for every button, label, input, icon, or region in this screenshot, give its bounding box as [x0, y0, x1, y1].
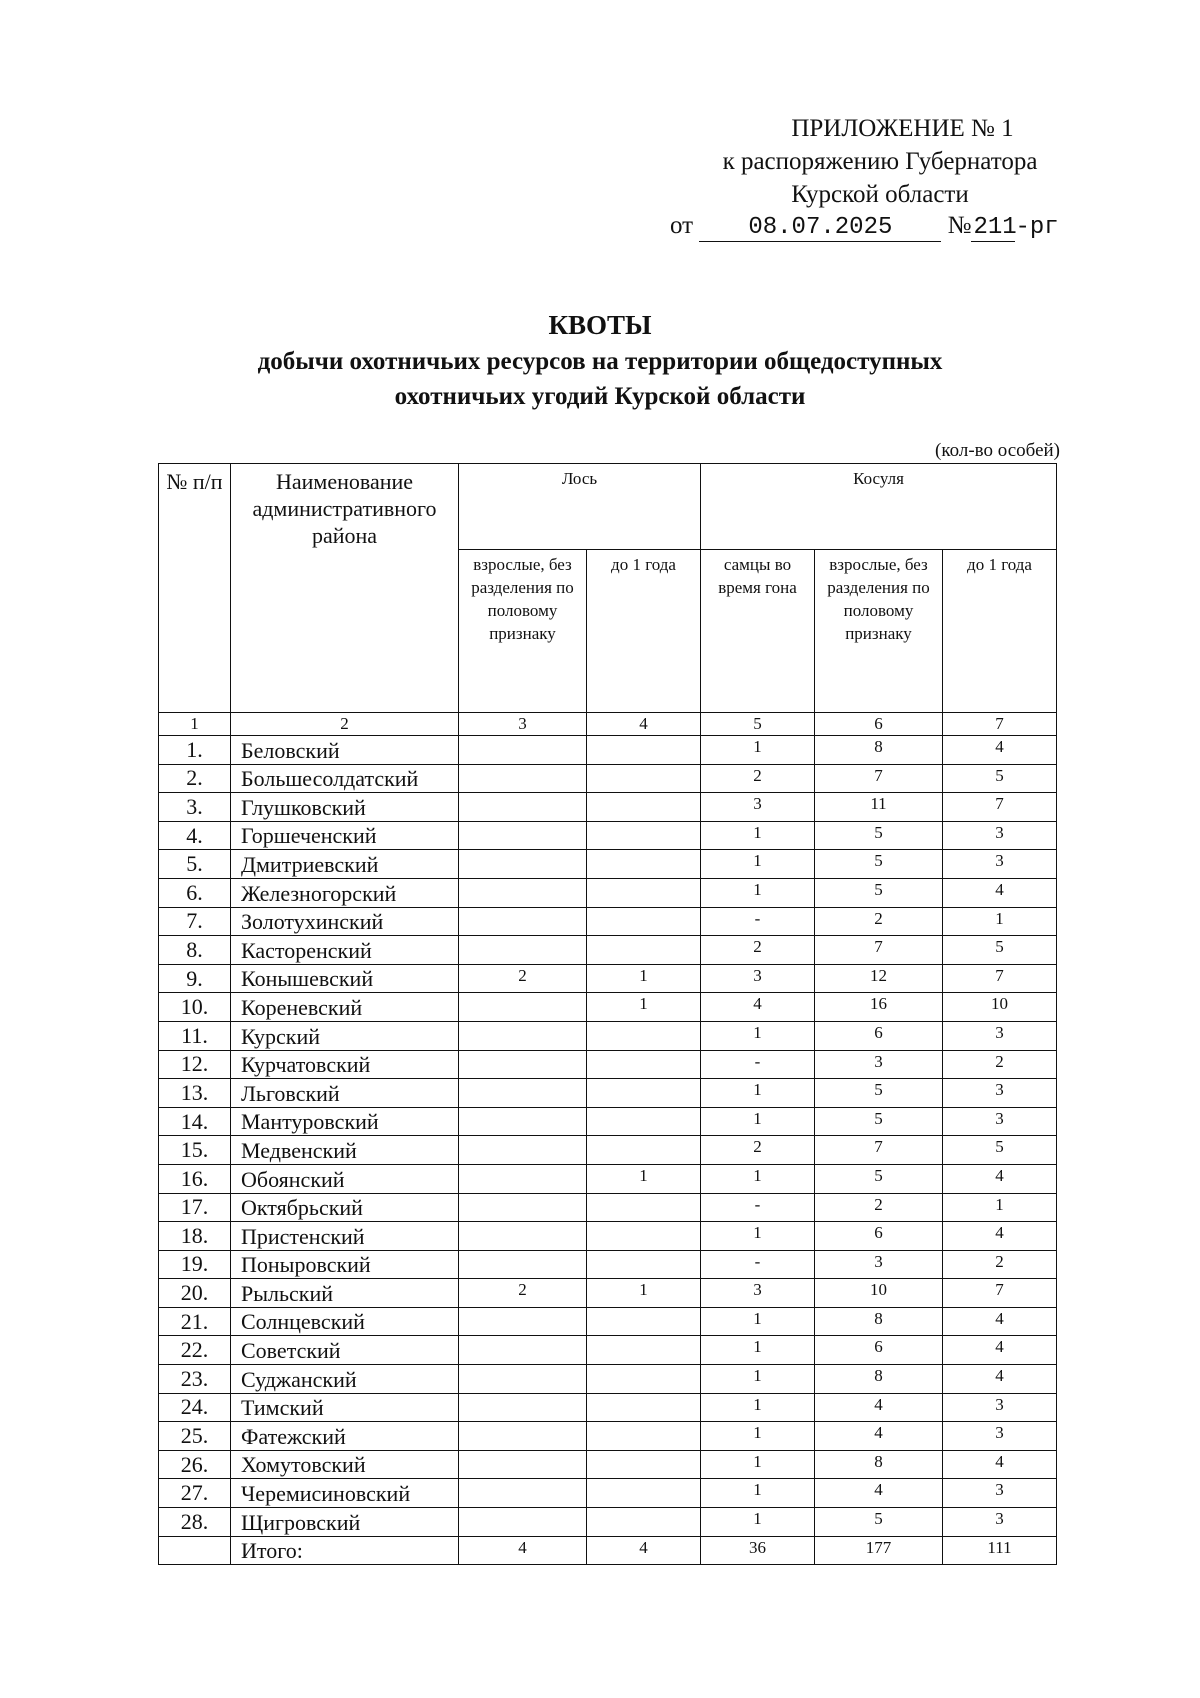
cell-roe-adult: 3 — [815, 1050, 943, 1079]
cell-number: 3. — [159, 793, 231, 822]
cell-district: Курский — [231, 1021, 459, 1050]
cell-roe-adult: 12 — [815, 964, 943, 993]
cell-roe-males-rut: 2 — [701, 936, 815, 965]
cell-roe-males-rut: 1 — [701, 1307, 815, 1336]
cell-elk-under-1 — [587, 1365, 701, 1394]
cell-roe-adult: 10 — [815, 1279, 943, 1308]
column-index: 2 — [231, 713, 459, 736]
cell-roe-under-1: 4 — [943, 1450, 1057, 1479]
cell-number: 16. — [159, 1164, 231, 1193]
cell-elk-under-1 — [587, 1193, 701, 1222]
table-row — [159, 1250, 1057, 1279]
cell-elk-under-1 — [587, 1250, 701, 1279]
cell-number: 9. — [159, 964, 231, 993]
cell-roe-under-1: 4 — [943, 1365, 1057, 1394]
cell-roe-males-rut: 1 — [701, 1422, 815, 1451]
cell-number: 10. — [159, 993, 231, 1022]
total-cell-elk-adult: 4 — [459, 1536, 587, 1564]
cell-district: Солнцевский — [231, 1307, 459, 1336]
cell-roe-adult: 5 — [815, 850, 943, 879]
cell-roe-males-rut: 1 — [701, 1365, 815, 1394]
cell-roe-under-1: 10 — [943, 993, 1057, 1022]
column-index: 4 — [587, 713, 701, 736]
cell-elk-adult: 2 — [459, 1279, 587, 1308]
cell-roe-under-1: 4 — [943, 878, 1057, 907]
cell-roe-adult: 6 — [815, 1336, 943, 1365]
cell-elk-adult — [459, 764, 587, 793]
cell-elk-under-1 — [587, 907, 701, 936]
cell-elk-adult — [459, 736, 587, 765]
table-row — [159, 1193, 1057, 1222]
table-row — [159, 1107, 1057, 1136]
table-row — [159, 1307, 1057, 1336]
cell-number: 23. — [159, 1365, 231, 1394]
column-index: 1 — [159, 713, 231, 736]
table-row — [159, 1136, 1057, 1165]
cell-elk-adult — [459, 1021, 587, 1050]
cell-district: Рыльский — [231, 1279, 459, 1308]
cell-roe-adult: 11 — [815, 793, 943, 822]
cell-roe-adult: 5 — [815, 1164, 943, 1193]
cell-number: 18. — [159, 1222, 231, 1251]
cell-elk-adult — [459, 850, 587, 879]
cell-district: Кореневский — [231, 993, 459, 1022]
table-row — [159, 1365, 1057, 1394]
cell-roe-under-1: 4 — [943, 736, 1057, 765]
cell-elk-adult — [459, 1136, 587, 1165]
cell-elk-adult — [459, 878, 587, 907]
cell-roe-under-1: 1 — [943, 1193, 1057, 1222]
quota-table — [158, 463, 1057, 1565]
cell-roe-adult: 2 — [815, 1193, 943, 1222]
cell-roe-adult: 16 — [815, 993, 943, 1022]
cell-number: 19. — [159, 1250, 231, 1279]
cell-district: Железногорский — [231, 878, 459, 907]
subheader-elk-adult: взрослые, без разделения по половому признаку — [459, 550, 587, 713]
cell-elk-adult — [459, 1393, 587, 1422]
cell-number: 13. — [159, 1079, 231, 1108]
order-date: 08.07.2025 — [699, 214, 941, 242]
cell-roe-under-1: 4 — [943, 1222, 1057, 1251]
cell-roe-adult: 3 — [815, 1250, 943, 1279]
cell-roe-adult: 5 — [815, 1107, 943, 1136]
cell-roe-males-rut: 1 — [701, 1079, 815, 1108]
table-row — [159, 1336, 1057, 1365]
table-row — [159, 1079, 1057, 1108]
cell-district: Обоянский — [231, 1164, 459, 1193]
cell-roe-adult: 5 — [815, 878, 943, 907]
cell-elk-under-1 — [587, 821, 701, 850]
cell-number: 12. — [159, 1050, 231, 1079]
table-row — [159, 878, 1057, 907]
cell-elk-under-1 — [587, 1307, 701, 1336]
cell-roe-under-1: 3 — [943, 1107, 1057, 1136]
cell-district: Беловский — [231, 736, 459, 765]
cell-roe-adult: 7 — [815, 1136, 943, 1165]
cell-elk-under-1 — [587, 1107, 701, 1136]
cell-roe-under-1: 3 — [943, 1479, 1057, 1508]
cell-elk-adult — [459, 1422, 587, 1451]
unit-note: (кол-во особей) — [935, 440, 1060, 461]
table-row — [159, 1279, 1057, 1308]
subheader-elk-under-1: до 1 года — [587, 550, 701, 713]
cell-district: Большесолдатский — [231, 764, 459, 793]
cell-district: Курчатовский — [231, 1050, 459, 1079]
order-number: 211 — [973, 214, 1017, 241]
cell-roe-males-rut: 1 — [701, 1222, 815, 1251]
cell-elk-under-1 — [587, 764, 701, 793]
cell-elk-under-1: 1 — [587, 993, 701, 1022]
cell-number: 26. — [159, 1450, 231, 1479]
cell-elk-adult — [459, 1365, 587, 1394]
cell-elk-adult: 2 — [459, 964, 587, 993]
cell-district: Касторенский — [231, 936, 459, 965]
cell-district: Льговский — [231, 1079, 459, 1108]
cell-roe-adult: 5 — [815, 1079, 943, 1108]
cell-roe-under-1: 7 — [943, 1279, 1057, 1308]
header-district: Наименование административного района — [231, 464, 459, 713]
table-row — [159, 1021, 1057, 1050]
total-row — [159, 1536, 1057, 1564]
cell-roe-under-1: 1 — [943, 907, 1057, 936]
cell-elk-under-1 — [587, 1336, 701, 1365]
column-index: 5 — [701, 713, 815, 736]
cell-roe-under-1: 7 — [943, 793, 1057, 822]
column-index: 3 — [459, 713, 587, 736]
cell-roe-adult: 5 — [815, 821, 943, 850]
cell-roe-males-rut: 1 — [701, 736, 815, 765]
cell-number: 21. — [159, 1307, 231, 1336]
subheader-roe-males-rut: самцы во время гона — [701, 550, 815, 713]
subheader-roe-under-1: до 1 года — [943, 550, 1057, 713]
cell-number: 20. — [159, 1279, 231, 1308]
cell-district: Дмитриевский — [231, 850, 459, 879]
total-cell-number — [159, 1536, 231, 1564]
cell-elk-under-1 — [587, 1222, 701, 1251]
cell-elk-adult — [459, 1164, 587, 1193]
column-index: 6 — [815, 713, 943, 736]
table-row — [159, 821, 1057, 850]
header-number: № п/п — [159, 464, 231, 713]
subtitle-line-1: добычи охотничьих ресурсов на территории общедоступных — [257, 348, 943, 375]
cell-elk-under-1 — [587, 878, 701, 907]
appendix-date-line — [670, 212, 1059, 242]
table-row — [159, 793, 1057, 822]
cell-number: 7. — [159, 907, 231, 936]
cell-number: 4. — [159, 821, 231, 850]
total-cell-roe-under-1: 111 — [943, 1536, 1057, 1564]
table-row — [159, 1050, 1057, 1079]
cell-elk-adult — [459, 1079, 587, 1108]
cell-district: Советский — [231, 1336, 459, 1365]
cell-district: Суджанский — [231, 1365, 459, 1394]
cell-roe-adult: 7 — [815, 936, 943, 965]
cell-roe-under-1: 3 — [943, 1021, 1057, 1050]
cell-roe-males-rut: - — [701, 907, 815, 936]
cell-roe-adult: 4 — [815, 1422, 943, 1451]
cell-roe-under-1: 3 — [943, 850, 1057, 879]
cell-elk-adult — [459, 793, 587, 822]
quota-table-body — [159, 464, 1057, 1565]
column-index-row — [159, 713, 1057, 736]
table-row — [159, 1164, 1057, 1193]
cell-roe-males-rut: - — [701, 1050, 815, 1079]
cell-roe-under-1: 4 — [943, 1164, 1057, 1193]
date-prefix: от — [670, 212, 694, 239]
cell-elk-under-1 — [587, 1079, 701, 1108]
table-row — [159, 764, 1057, 793]
cell-district: Черемисиновский — [231, 1479, 459, 1508]
cell-roe-males-rut: 1 — [701, 1508, 815, 1537]
subheader-roe-adult: взрослые, без разделения по половому признаку — [815, 550, 943, 713]
table-row — [159, 907, 1057, 936]
cell-district: Мантуровский — [231, 1107, 459, 1136]
cell-elk-adult — [459, 1250, 587, 1279]
cell-elk-under-1: 1 — [587, 1164, 701, 1193]
cell-elk-adult — [459, 907, 587, 936]
cell-roe-males-rut: - — [701, 1193, 815, 1222]
cell-elk-under-1 — [587, 1422, 701, 1451]
cell-number: 5. — [159, 850, 231, 879]
cell-roe-under-1: 5 — [943, 936, 1057, 965]
cell-number: 28. — [159, 1508, 231, 1537]
cell-roe-males-rut: 1 — [701, 878, 815, 907]
table-row — [159, 1222, 1057, 1251]
appendix-title: ПРИЛОЖЕНИЕ № 1 — [791, 115, 1014, 142]
cell-roe-under-1: 5 — [943, 764, 1057, 793]
table-row — [159, 936, 1057, 965]
cell-roe-males-rut: - — [701, 1250, 815, 1279]
appendix-region-line: Курской области — [791, 181, 969, 208]
table-row — [159, 736, 1057, 765]
cell-roe-adult: 4 — [815, 1479, 943, 1508]
cell-roe-under-1: 2 — [943, 1250, 1057, 1279]
cell-roe-males-rut: 2 — [701, 1136, 815, 1165]
cell-number: 22. — [159, 1336, 231, 1365]
cell-district: Октябрьский — [231, 1193, 459, 1222]
cell-roe-males-rut: 1 — [701, 850, 815, 879]
cell-roe-males-rut: 2 — [701, 764, 815, 793]
document-subtitle — [140, 344, 1060, 414]
cell-elk-under-1: 1 — [587, 1279, 701, 1308]
number-prefix: № — [947, 212, 972, 239]
cell-elk-under-1 — [587, 1450, 701, 1479]
cell-elk-adult — [459, 1307, 587, 1336]
cell-district: Медвенский — [231, 1136, 459, 1165]
cell-number: 17. — [159, 1193, 231, 1222]
cell-elk-under-1 — [587, 1479, 701, 1508]
table-row — [159, 1422, 1057, 1451]
cell-roe-males-rut: 1 — [701, 821, 815, 850]
cell-roe-males-rut: 1 — [701, 1021, 815, 1050]
table-row — [159, 993, 1057, 1022]
cell-roe-adult: 8 — [815, 1450, 943, 1479]
cell-elk-under-1: 1 — [587, 964, 701, 993]
table-row — [159, 1508, 1057, 1537]
cell-elk-under-1 — [587, 1136, 701, 1165]
appendix-order-line: к распоряжению Губернатора — [722, 148, 1038, 175]
cell-roe-adult: 6 — [815, 1222, 943, 1251]
cell-district: Фатежский — [231, 1422, 459, 1451]
cell-elk-under-1 — [587, 1050, 701, 1079]
cell-roe-under-1: 4 — [943, 1307, 1057, 1336]
table-row — [159, 964, 1057, 993]
appendix-block — [640, 112, 1120, 211]
cell-roe-under-1: 3 — [943, 1422, 1057, 1451]
cell-district: Щигровский — [231, 1508, 459, 1537]
cell-roe-adult: 4 — [815, 1393, 943, 1422]
cell-roe-under-1: 3 — [943, 1393, 1057, 1422]
cell-elk-under-1 — [587, 736, 701, 765]
cell-district: Конышевский — [231, 964, 459, 993]
table-row — [159, 850, 1057, 879]
total-cell-elk-under-1: 4 — [587, 1536, 701, 1564]
cell-elk-under-1 — [587, 850, 701, 879]
cell-roe-under-1: 3 — [943, 1508, 1057, 1537]
cell-roe-males-rut: 1 — [701, 1393, 815, 1422]
cell-number: 14. — [159, 1107, 231, 1136]
table-row — [159, 1479, 1057, 1508]
table-row — [159, 1393, 1057, 1422]
cell-roe-males-rut: 1 — [701, 1479, 815, 1508]
cell-number: 6. — [159, 878, 231, 907]
cell-roe-males-rut: 3 — [701, 1279, 815, 1308]
cell-elk-under-1 — [587, 936, 701, 965]
cell-elk-under-1 — [587, 1393, 701, 1422]
cell-elk-under-1 — [587, 793, 701, 822]
cell-elk-adult — [459, 1508, 587, 1537]
cell-roe-under-1: 5 — [943, 1136, 1057, 1165]
cell-elk-under-1 — [587, 1021, 701, 1050]
cell-elk-adult — [459, 936, 587, 965]
cell-roe-under-1: 2 — [943, 1050, 1057, 1079]
cell-district: Поныровский — [231, 1250, 459, 1279]
cell-number: 8. — [159, 936, 231, 965]
header-roe-deer: Косуля — [701, 464, 1057, 550]
total-label: Итого: — [231, 1536, 459, 1564]
cell-roe-adult: 2 — [815, 907, 943, 936]
order-number-suffix: -рг — [1015, 214, 1059, 241]
total-cell-roe-males-rut: 36 — [701, 1536, 815, 1564]
cell-roe-under-1: 4 — [943, 1336, 1057, 1365]
cell-roe-males-rut: 3 — [701, 964, 815, 993]
cell-roe-under-1: 3 — [943, 821, 1057, 850]
cell-district: Глушковский — [231, 793, 459, 822]
cell-number: 11. — [159, 1021, 231, 1050]
cell-number: 2. — [159, 764, 231, 793]
cell-district: Горшеченский — [231, 821, 459, 850]
cell-roe-under-1: 3 — [943, 1079, 1057, 1108]
cell-roe-adult: 6 — [815, 1021, 943, 1050]
cell-roe-adult: 8 — [815, 1365, 943, 1394]
subtitle-line-2: охотничьих угодий Курской области — [394, 383, 806, 410]
cell-roe-males-rut: 1 — [701, 1164, 815, 1193]
cell-number: 15. — [159, 1136, 231, 1165]
cell-number: 1. — [159, 736, 231, 765]
cell-roe-adult: 8 — [815, 736, 943, 765]
cell-elk-adult — [459, 1450, 587, 1479]
cell-elk-adult — [459, 1050, 587, 1079]
cell-roe-adult: 7 — [815, 764, 943, 793]
header-elk: Лось — [459, 464, 701, 550]
cell-number: 27. — [159, 1479, 231, 1508]
cell-roe-males-rut: 1 — [701, 1336, 815, 1365]
cell-elk-adult — [459, 1107, 587, 1136]
cell-roe-males-rut: 4 — [701, 993, 815, 1022]
cell-number: 24. — [159, 1393, 231, 1422]
cell-number: 25. — [159, 1422, 231, 1451]
cell-elk-adult — [459, 1479, 587, 1508]
cell-roe-under-1: 7 — [943, 964, 1057, 993]
cell-district: Золотухинский — [231, 907, 459, 936]
cell-elk-under-1 — [587, 1508, 701, 1537]
cell-roe-males-rut: 1 — [701, 1450, 815, 1479]
cell-roe-adult: 5 — [815, 1508, 943, 1537]
cell-elk-adult — [459, 1193, 587, 1222]
cell-district: Хомутовский — [231, 1450, 459, 1479]
total-cell-roe-adult: 177 — [815, 1536, 943, 1564]
column-index: 7 — [943, 713, 1057, 736]
cell-elk-adult — [459, 1222, 587, 1251]
cell-roe-males-rut: 1 — [701, 1107, 815, 1136]
cell-elk-adult — [459, 1336, 587, 1365]
cell-district: Пристенский — [231, 1222, 459, 1251]
table-row — [159, 1450, 1057, 1479]
cell-roe-adult: 8 — [815, 1307, 943, 1336]
cell-elk-adult — [459, 821, 587, 850]
cell-district: Тимский — [231, 1393, 459, 1422]
cell-roe-males-rut: 3 — [701, 793, 815, 822]
cell-elk-adult — [459, 993, 587, 1022]
document-title: КВОТЫ — [548, 310, 652, 340]
